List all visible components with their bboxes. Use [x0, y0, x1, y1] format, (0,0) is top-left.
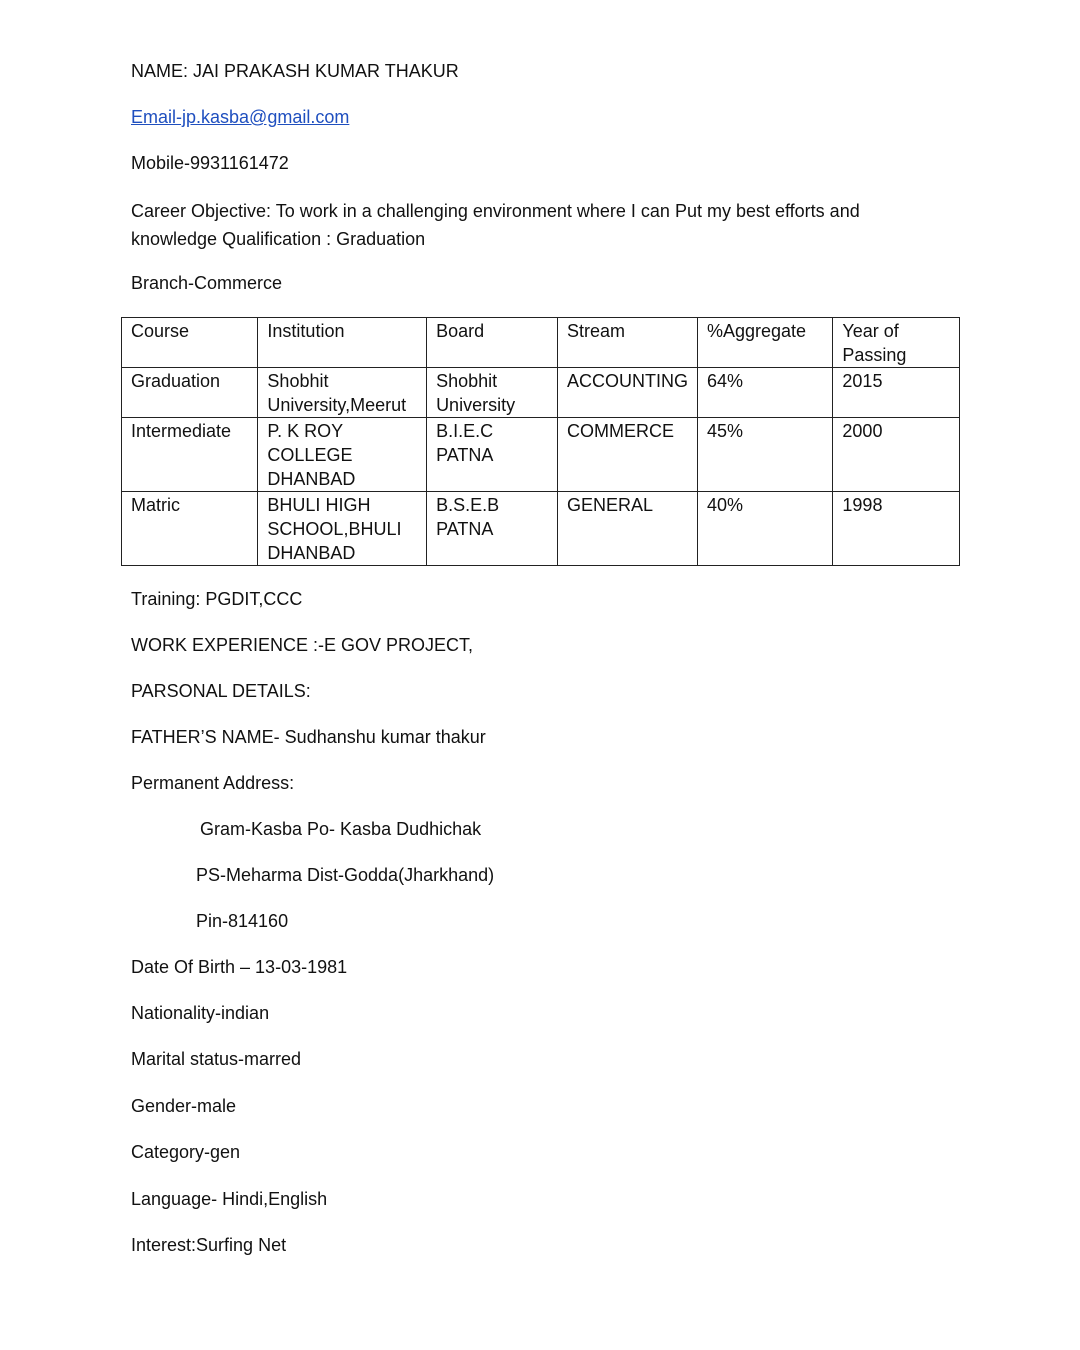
cell-board: B.S.E.B PATNA [427, 492, 558, 566]
cell-year: 2000 [833, 418, 960, 492]
father-name-line: FATHER’S NAME- Sudhanshu kumar thakur [131, 727, 486, 747]
table-row [122, 492, 960, 566]
cell-course: Graduation [122, 368, 258, 418]
career-objective: Career Objective: To work in a challenging environment where I can Put my best efforts and knowledge Qualification : Graduation [131, 201, 860, 249]
dob-line: Date Of Birth – 13-03-1981 [131, 957, 348, 977]
header-course: Course [122, 318, 258, 368]
cell-course: Matric [122, 492, 258, 566]
name-line: NAME: JAI PRAKASH KUMAR THAKUR [131, 61, 459, 81]
personal-details-heading: PARSONAL DETAILS: [131, 681, 311, 701]
table-header-row [122, 318, 960, 368]
interest-line: Interest:Surfing Net [131, 1235, 287, 1255]
language-line: Language- Hindi,English [131, 1189, 328, 1209]
address-line: Pin-814160 [196, 911, 289, 931]
header-institution: Institution [258, 318, 427, 368]
header-year-of-passing: Year of Passing [833, 318, 960, 368]
cell-stream: COMMERCE [557, 418, 697, 492]
cell-board: B.I.E.C PATNA [427, 418, 558, 492]
cell-aggregate: 64% [697, 368, 832, 418]
cell-year: 1998 [833, 492, 960, 566]
mobile-line: Mobile-9931161472 [131, 153, 289, 173]
nationality-line: Nationality-indian [131, 1003, 270, 1023]
header-aggregate: %Aggregate [697, 318, 832, 368]
email-link[interactable]: Email-jp.kasba@gmail.com [131, 107, 350, 127]
cell-institution: BHULI HIGH SCHOOL,BHULI DHANBAD [258, 492, 427, 566]
category-line: Category-gen [131, 1142, 241, 1162]
header-board: Board [427, 318, 558, 368]
education-table [121, 317, 960, 566]
cell-stream: GENERAL [557, 492, 697, 566]
work-experience-line: WORK EXPERIENCE :-E GOV PROJECT, [131, 635, 474, 655]
address-line: Gram-Kasba Po- Kasba Dudhichak [200, 819, 482, 839]
header-stream: Stream [557, 318, 697, 368]
cell-institution: Shobhit University,Meerut [258, 368, 427, 418]
cell-year: 2015 [833, 368, 960, 418]
table-row [122, 368, 960, 418]
gender-line: Gender-male [131, 1096, 237, 1116]
cell-institution: P. K ROY COLLEGE DHANBAD [258, 418, 427, 492]
training-line: Training: PGDIT,CCC [131, 589, 303, 609]
cell-aggregate: 45% [697, 418, 832, 492]
table-row [122, 418, 960, 492]
cell-board: Shobhit University [427, 368, 558, 418]
address-line: PS-Meharma Dist-Godda(Jharkhand) [196, 865, 495, 885]
branch-line: Branch-Commerce [131, 273, 283, 293]
cell-stream: ACCOUNTING [557, 368, 697, 418]
marital-status-line: Marital status-marred [131, 1049, 302, 1069]
permanent-address-heading: Permanent Address: [131, 773, 295, 793]
cell-course: Intermediate [122, 418, 258, 492]
cell-aggregate: 40% [697, 492, 832, 566]
